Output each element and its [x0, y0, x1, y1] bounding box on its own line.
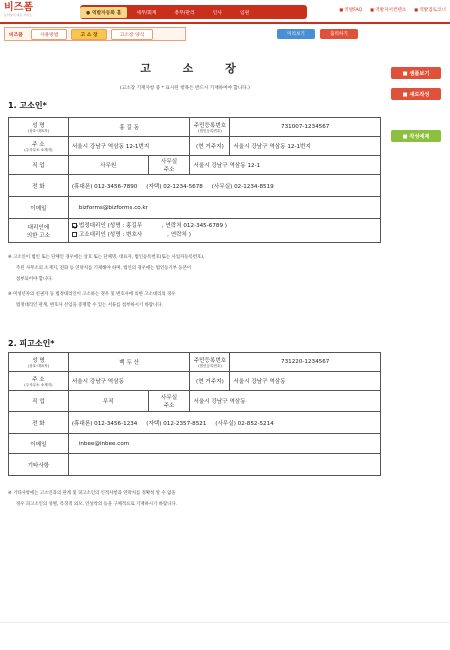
accused-address-label: 주 소 (주사무소 소재지) — [9, 372, 69, 391]
rrn-label: 주민등록번호 (법인등록번호) — [190, 118, 230, 137]
rrn-field[interactable]: 731007-1234567 — [230, 118, 381, 137]
required-notice: (고소장 기재사항 중 * 표시된 항목은 반드시 기재하여야 합니다.) — [120, 86, 250, 91]
subnav-label: 비즈폼 — [9, 32, 23, 38]
nav-tax[interactable]: 세무/회계 — [136, 10, 157, 16]
note-line: 주된 사무소의 소재지, 전화 등 연락처를 기재해야 하며, 법인의 경우에는 법인등기부 등본이 — [16, 266, 192, 271]
attorney-agent-checkbox[interactable] — [72, 232, 77, 237]
nav-admin[interactable]: 총무/관리 — [174, 10, 195, 16]
preview-button[interactable]: 미리보기 — [277, 29, 315, 39]
accused-job-label: 직 업 — [9, 391, 69, 412]
new-write-button[interactable]: ■ 새로작성 — [391, 88, 441, 100]
current-address-field[interactable]: 서울시 강남구 역삼동 12-1번지 — [230, 137, 381, 156]
phone-field[interactable] — [68, 175, 380, 197]
accused-email-label: 이메일 — [9, 434, 69, 454]
job-label: 직 업 — [9, 156, 69, 175]
accused-etc-label: 기타사항 — [9, 454, 69, 476]
top-header — [0, 0, 450, 24]
section-complainant-title: 1. 고소인* — [8, 101, 47, 110]
email-field[interactable]: bizforms@bizforms.co.kr — [68, 197, 380, 219]
note-line: 법정대리인 관계, 변호사 선임을 증명할 수 있는 서류를 첨부하시기 바랍니다. — [16, 303, 163, 308]
home-phone: (자택) 02-1234-5678 — [146, 183, 203, 190]
tab-form[interactable]: 고소장 양식 — [111, 29, 154, 40]
logo[interactable] — [4, 3, 78, 21]
accused-current-address-field[interactable]: 서울시 강남구 역삼동 — [230, 372, 381, 391]
note-line: 첨부되어야 합니다. — [16, 277, 53, 282]
address-label: 주 소 (주사무소 소재지) — [9, 137, 69, 156]
nav-hr[interactable]: 인사 — [212, 10, 222, 16]
link-contents[interactable]: ■ 역발자서컨텐츠 — [370, 7, 406, 13]
accused-phone-field[interactable] — [68, 412, 380, 434]
accused-office-address-field[interactable]: 서울시 강남구 역삼동 — [190, 391, 381, 412]
accused-home-phone: (자택) 012-2357-8521 — [146, 420, 207, 427]
note-line: ※ 미성년자의 친권자 등 법정대리인이 고소하는 경우 및 변호사에 의한 고소대리의 경우 — [8, 292, 176, 297]
note-line: ※ 고소인이 법인 또는 단체인 경우에는 상호 또는 단체명, 대표자, 법인등록번호(또는 사업자등록번호), — [8, 255, 205, 260]
note-line: 경우 피고소인의 성별, 특징적 외모, 인상착의 등을 구체적으로 기재하시기 바랍니다. — [16, 502, 177, 507]
email-label: 이메일 — [9, 197, 69, 219]
accused-office-phone: (사무실) 02-852-5214 — [215, 420, 274, 427]
office-label: 사무실 주소 — [148, 156, 190, 175]
tab-howto[interactable]: 사용방법 — [31, 29, 68, 40]
sample-view-button[interactable]: ■ 샘플보기 — [391, 67, 441, 79]
mobile-phone: (휴대폰) 012-3456-7890 — [71, 183, 138, 190]
attorney-agent-option[interactable]: 고소대리인 (성명 : 변호사 , 연락처 ) — [72, 231, 377, 240]
accused-rrn-label: 주민등록번호 (법인등록번호) — [190, 353, 230, 372]
office-phone: (사무실) 02-1234-8519 — [211, 183, 274, 190]
agent-options — [68, 219, 380, 243]
section-accused-title: 2. 피고소인* — [8, 339, 55, 348]
phone-label: 전 화 — [9, 175, 69, 197]
legal-agent-checkbox[interactable] — [72, 223, 77, 228]
nav-exec[interactable]: 임원 — [239, 10, 250, 16]
top-nav — [80, 5, 307, 19]
accused-name-label: 성 명 (상호·대표자) — [9, 353, 69, 372]
write-example-button[interactable]: ■ 작성예제 — [391, 130, 441, 142]
logo-subtext: 문서양식 대표 사이트 — [4, 13, 32, 17]
complainant-table — [8, 117, 381, 243]
agent-label: 대리인에 의한 고소 — [9, 219, 69, 243]
name-label: 성 명 (상호·대표자) — [9, 118, 69, 137]
current-address-label: (현 거주지) — [190, 137, 230, 156]
accused-etc-field[interactable] — [68, 454, 380, 476]
accused-notes — [8, 488, 383, 510]
complainant-notes — [8, 252, 383, 311]
accused-address-field[interactable]: 서울시 강남구 역삼동 — [68, 372, 190, 391]
accused-name-field[interactable]: 백 두 산 — [68, 353, 190, 372]
accused-phone-label: 전 화 — [9, 412, 69, 434]
accused-office-label: 사무실 주소 — [148, 391, 190, 412]
link-review[interactable]: ■ 역발검토코너 — [414, 7, 446, 13]
print-button[interactable]: 출력하기 — [320, 29, 358, 39]
accused-current-address-label: (현 거주지) — [190, 372, 230, 391]
nav-home[interactable]: ● 역발자동화 홈 — [80, 7, 127, 18]
name-field[interactable]: 홍 길 동 — [68, 118, 190, 137]
legal-agent-option[interactable]: 법정대리인 (성명 : 홍길무 , 연락처 012-345-6789 ) — [72, 222, 377, 231]
accused-table — [8, 352, 381, 476]
address-field[interactable]: 서울시 강남구 역삼동 12-1번지 — [68, 137, 190, 156]
top-links — [339, 7, 446, 13]
page-title: 고 소 장 — [140, 62, 250, 75]
link-faq[interactable]: ■ 역발FAQ — [339, 7, 362, 13]
accused-email-field[interactable]: inbee@inbee.com — [68, 434, 380, 454]
accused-job-field[interactable]: 무직 — [68, 391, 148, 412]
job-field[interactable]: 사무원 — [68, 156, 148, 175]
accused-mobile-phone: (휴대폰) 012-3456-1234 — [71, 420, 138, 427]
logo-text: 비즈폼 — [4, 2, 33, 13]
note-line: ※ 기타사항에는 고소인과의 관계 및 피고소인의 인적사항과 연락처를 정확히 알 수 없을 — [8, 491, 176, 496]
tab-complaint[interactable]: 고 소 장 — [71, 29, 106, 40]
sub-nav — [4, 27, 186, 41]
footer-area — [0, 622, 450, 650]
accused-rrn-field[interactable]: 731220-1234567 — [230, 353, 381, 372]
office-address-field[interactable]: 서울시 강남구 역삼동 12-1 — [190, 156, 381, 175]
